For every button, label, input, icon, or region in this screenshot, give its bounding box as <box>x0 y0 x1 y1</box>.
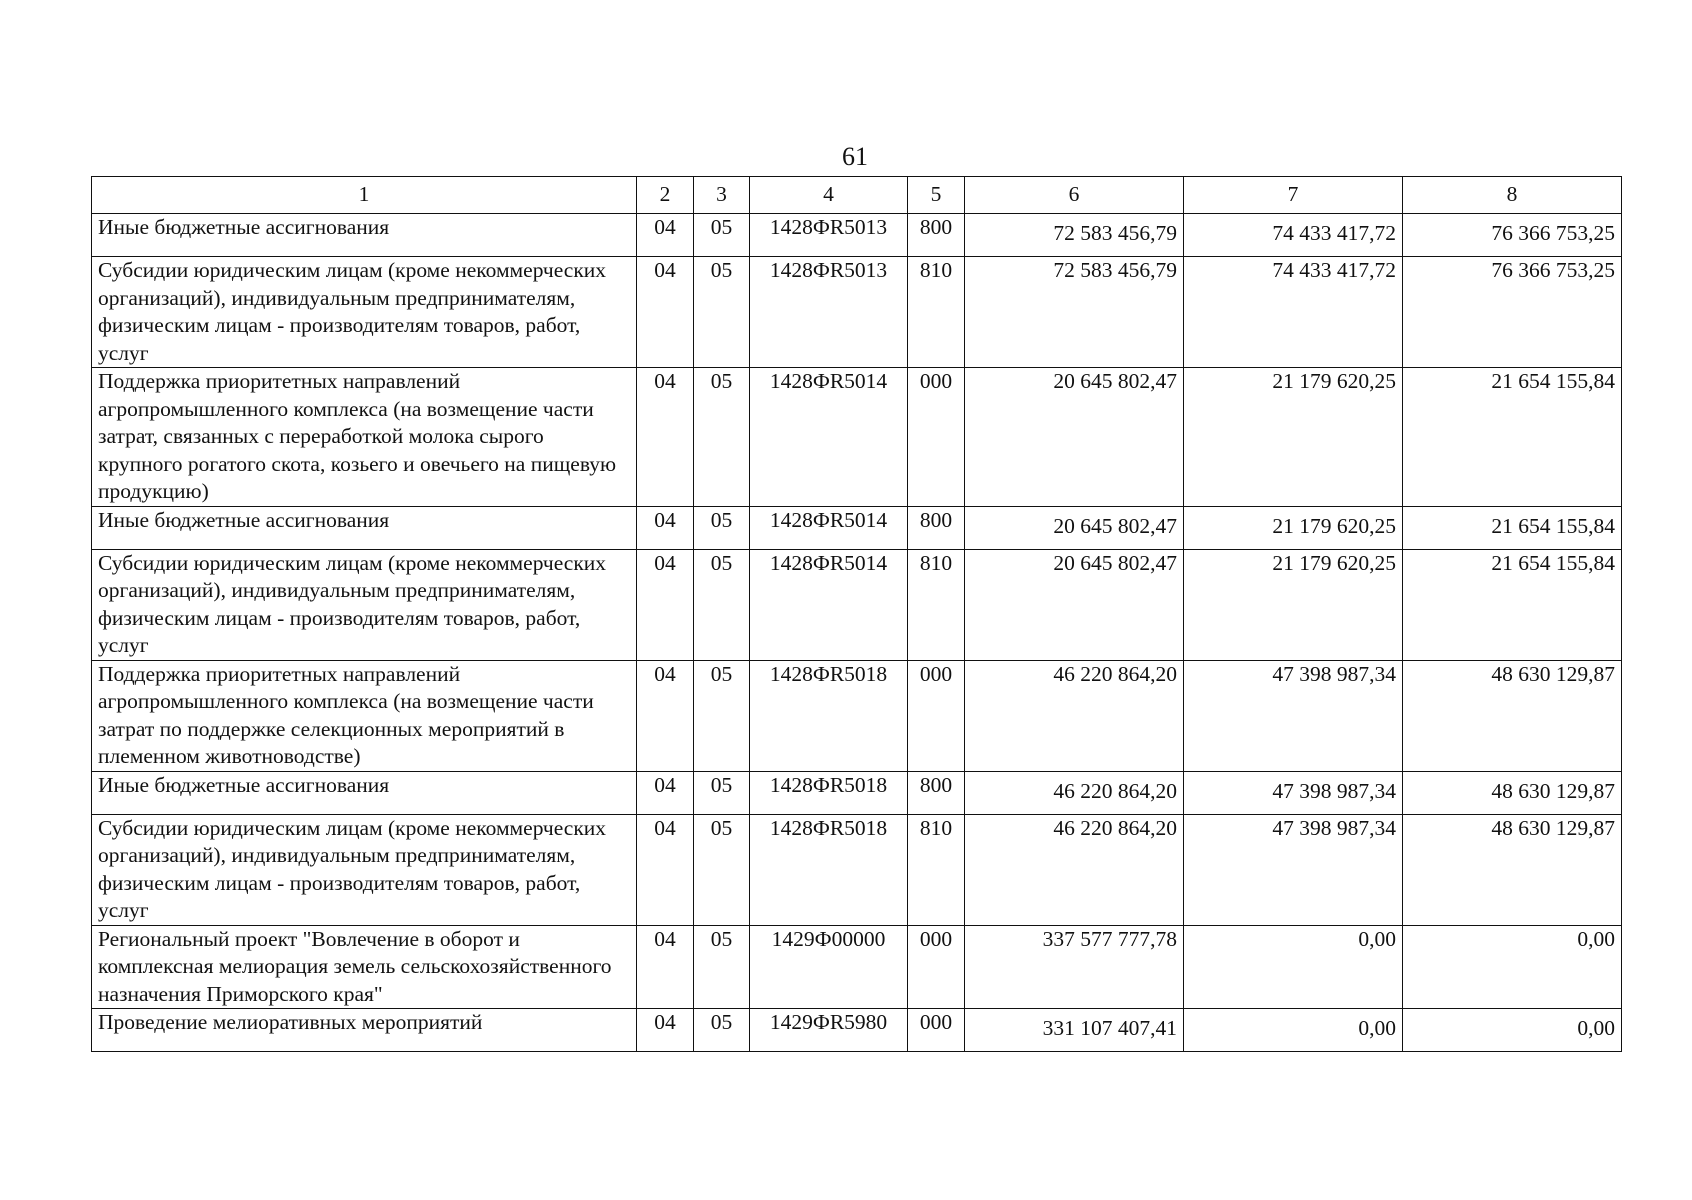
row-name: Субсидии юридическим лицам (кроме некоммерческих организаций), индивидуальным предпринимателям, физическим лицам - производителям товаров, работ, услуг <box>92 814 637 925</box>
table-header <box>92 177 1622 214</box>
row-target-code: 1429ФR5980 <box>750 1009 908 1052</box>
row-subsection: 05 <box>694 506 750 549</box>
table-row <box>92 368 1622 507</box>
row-subsection: 05 <box>694 925 750 1009</box>
row-amount-col8: 21 654 155,84 <box>1403 549 1622 660</box>
table-row <box>92 257 1622 368</box>
row-subsection: 05 <box>694 1009 750 1052</box>
row-amount-col6: 72 583 456,79 <box>965 257 1184 368</box>
row-amount-col8: 76 366 753,25 <box>1403 257 1622 368</box>
header-col-8: 8 <box>1403 177 1622 214</box>
row-expense-type: 810 <box>908 814 965 925</box>
row-amount-col7: 47 398 987,34 <box>1184 660 1403 771</box>
table-row <box>92 506 1622 549</box>
row-target-code: 1428ФR5014 <box>750 368 908 507</box>
row-amount-col8: 21 654 155,84 <box>1403 506 1622 549</box>
row-expense-type: 800 <box>908 771 965 814</box>
row-amount-col7: 0,00 <box>1184 925 1403 1009</box>
row-amount-col8: 0,00 <box>1403 925 1622 1009</box>
row-subsection: 05 <box>694 814 750 925</box>
row-target-code: 1428ФR5018 <box>750 771 908 814</box>
row-target-code: 1428ФR5014 <box>750 506 908 549</box>
table-row <box>92 214 1622 257</box>
row-section: 04 <box>637 660 694 771</box>
row-name: Иные бюджетные ассигнования <box>92 506 637 549</box>
row-amount-col7: 21 179 620,25 <box>1184 368 1403 507</box>
row-amount-col7: 74 433 417,72 <box>1184 257 1403 368</box>
header-col-4: 4 <box>750 177 908 214</box>
row-amount-col8: 48 630 129,87 <box>1403 771 1622 814</box>
row-amount-col6: 337 577 777,78 <box>965 925 1184 1009</box>
row-name: Проведение мелиоративных мероприятий <box>92 1009 637 1052</box>
table-row <box>92 1009 1622 1052</box>
row-section: 04 <box>637 506 694 549</box>
row-section: 04 <box>637 1009 694 1052</box>
row-amount-col7: 74 433 417,72 <box>1184 214 1403 257</box>
row-amount-col8: 76 366 753,25 <box>1403 214 1622 257</box>
header-col-1: 1 <box>92 177 637 214</box>
row-amount-col7: 0,00 <box>1184 1009 1403 1052</box>
row-subsection: 05 <box>694 257 750 368</box>
row-amount-col7: 47 398 987,34 <box>1184 771 1403 814</box>
table-row <box>92 549 1622 660</box>
row-target-code: 1428ФR5013 <box>750 214 908 257</box>
row-subsection: 05 <box>694 368 750 507</box>
table-row <box>92 925 1622 1009</box>
row-amount-col6: 46 220 864,20 <box>965 660 1184 771</box>
row-name: Поддержка приоритетных направлений агропромышленного комплекса (на возмещение части затрат, связанных с переработкой молока сырого крупного рогатого скота, козьего и овечьего на пищевую продукцию) <box>92 368 637 507</box>
row-amount-col6: 72 583 456,79 <box>965 214 1184 257</box>
row-section: 04 <box>637 214 694 257</box>
row-amount-col7: 47 398 987,34 <box>1184 814 1403 925</box>
row-subsection: 05 <box>694 660 750 771</box>
row-section: 04 <box>637 549 694 660</box>
header-col-6: 6 <box>965 177 1184 214</box>
row-section: 04 <box>637 257 694 368</box>
row-amount-col6: 331 107 407,41 <box>965 1009 1184 1052</box>
row-name: Субсидии юридическим лицам (кроме некоммерческих организаций), индивидуальным предпринимателям, физическим лицам - производителям товаров, работ, услуг <box>92 549 637 660</box>
header-col-3: 3 <box>694 177 750 214</box>
row-section: 04 <box>637 925 694 1009</box>
row-target-code: 1428ФR5018 <box>750 814 908 925</box>
row-amount-col6: 20 645 802,47 <box>965 368 1184 507</box>
row-amount-col7: 21 179 620,25 <box>1184 506 1403 549</box>
row-amount-col6: 20 645 802,47 <box>965 506 1184 549</box>
row-name: Иные бюджетные ассигнования <box>92 214 637 257</box>
row-amount-col6: 46 220 864,20 <box>965 814 1184 925</box>
row-target-code: 1428ФR5014 <box>750 549 908 660</box>
table-row <box>92 814 1622 925</box>
page-number: 61 <box>842 142 868 171</box>
table-body <box>92 214 1622 1052</box>
table-row <box>92 660 1622 771</box>
row-amount-col7: 21 179 620,25 <box>1184 549 1403 660</box>
row-expense-type: 810 <box>908 549 965 660</box>
row-name: Поддержка приоритетных направлений агропромышленного комплекса (на возмещение части затрат по поддержке селекционных мероприятий в племенном животноводстве) <box>92 660 637 771</box>
table-row <box>92 771 1622 814</box>
row-target-code: 1429Ф00000 <box>750 925 908 1009</box>
row-subsection: 05 <box>694 771 750 814</box>
row-name: Субсидии юридическим лицам (кроме некоммерческих организаций), индивидуальным предпринимателям, физическим лицам - производителям товаров, работ, услуг <box>92 257 637 368</box>
row-amount-col8: 48 630 129,87 <box>1403 814 1622 925</box>
row-target-code: 1428ФR5013 <box>750 257 908 368</box>
row-subsection: 05 <box>694 549 750 660</box>
row-amount-col8: 21 654 155,84 <box>1403 368 1622 507</box>
header-row <box>92 177 1622 214</box>
row-section: 04 <box>637 814 694 925</box>
row-name: Региональный проект "Вовлечение в оборот и комплексная мелиорация земель сельскохозяйственного назначения Приморского края" <box>92 925 637 1009</box>
budget-table <box>91 176 1622 1052</box>
row-expense-type: 000 <box>908 368 965 507</box>
row-expense-type: 000 <box>908 1009 965 1052</box>
row-expense-type: 000 <box>908 925 965 1009</box>
header-col-7: 7 <box>1184 177 1403 214</box>
header-col-5: 5 <box>908 177 965 214</box>
row-expense-type: 800 <box>908 506 965 549</box>
row-expense-type: 800 <box>908 214 965 257</box>
header-col-2: 2 <box>637 177 694 214</box>
row-amount-col6: 20 645 802,47 <box>965 549 1184 660</box>
row-section: 04 <box>637 771 694 814</box>
row-expense-type: 000 <box>908 660 965 771</box>
row-amount-col8: 0,00 <box>1403 1009 1622 1052</box>
row-name: Иные бюджетные ассигнования <box>92 771 637 814</box>
row-section: 04 <box>637 368 694 507</box>
row-target-code: 1428ФR5018 <box>750 660 908 771</box>
row-expense-type: 810 <box>908 257 965 368</box>
row-amount-col8: 48 630 129,87 <box>1403 660 1622 771</box>
row-subsection: 05 <box>694 214 750 257</box>
row-amount-col6: 46 220 864,20 <box>965 771 1184 814</box>
